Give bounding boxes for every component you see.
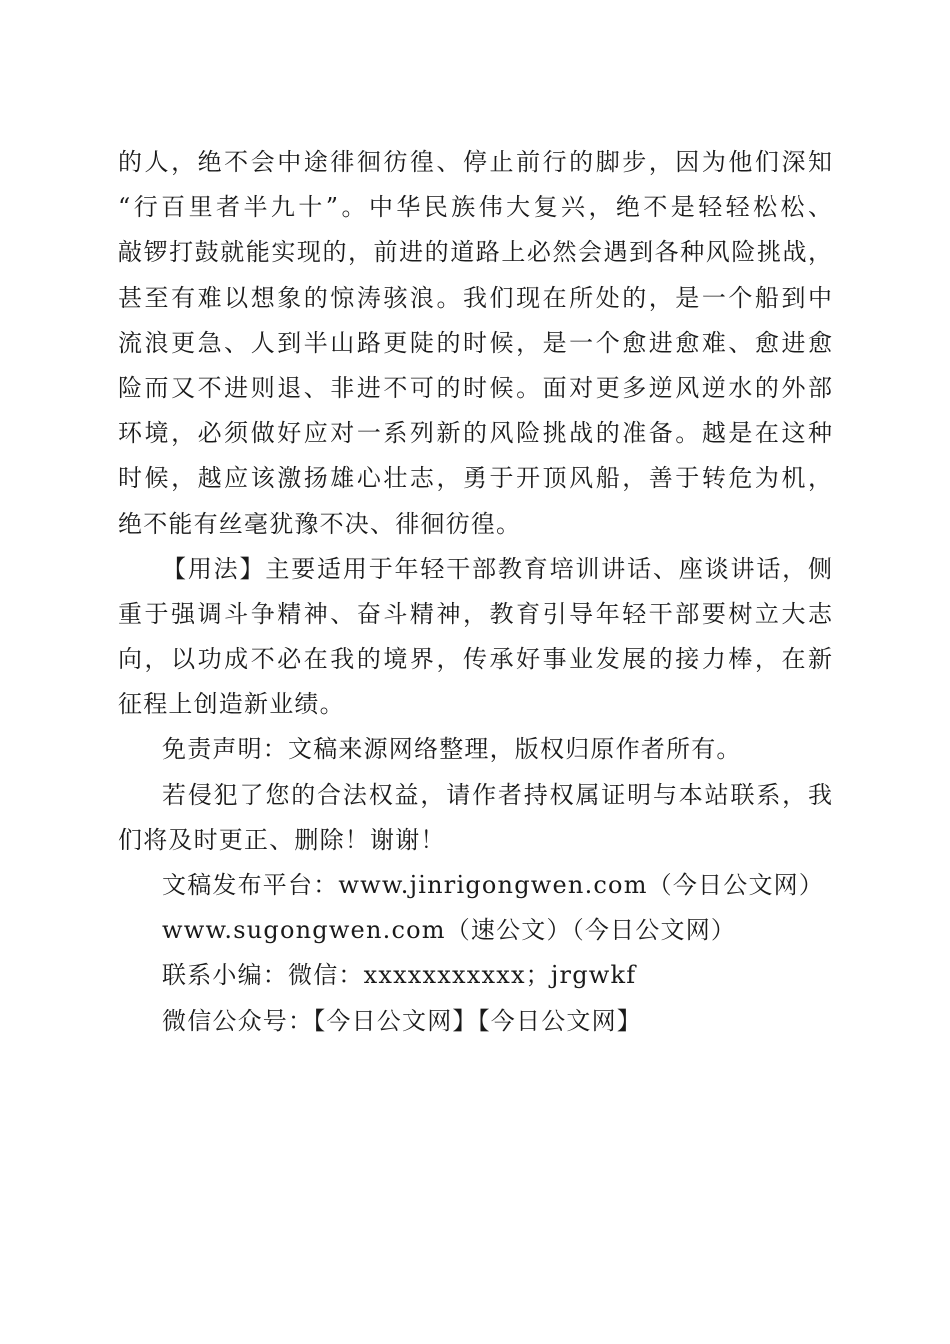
- body-line: 绝不能有丝毫犹豫不决、徘徊彷徨。: [118, 509, 522, 538]
- disclaimer-line: 免责声明：文稿来源网络整理，版权归原作者所有。: [162, 735, 742, 764]
- body-line: 险而又不进则退、非进不可的时候。面对更多逆风逆水的外部: [118, 373, 832, 402]
- infringement-line: 若侵犯了您的合法权益，请作者持权属证明与本站联系，我: [162, 780, 832, 809]
- infringement-line: 们将及时更正、删除！谢谢！: [118, 825, 446, 854]
- contact-line: 联系小编：微信：xxxxxxxxxxx；jrgwkf: [162, 961, 637, 990]
- website-line: www.sugongwen.com（速公文）（今日公文网）: [162, 916, 737, 945]
- body-line: 环境，必须做好应对一系列新的风险挑战的准备。越是在这种: [118, 419, 832, 448]
- platform-line: 文稿发布平台：www.jinrigongwen.com（今日公文网）: [162, 871, 825, 899]
- wechat-account-line: 微信公众号：【今日公文网】【今日公文网】: [162, 1006, 642, 1035]
- usage-line: 【用法】主要适用于年轻干部教育培训讲话、座谈讲话，侧: [162, 554, 832, 583]
- usage-line: 向，以功成不必在我的境界，传承好事业发展的接力棒，在新: [118, 645, 832, 674]
- body-line: 敲锣打鼓就能实现的，前进的道路上必然会遇到各种风险挑战，: [118, 238, 832, 267]
- body-line: 流浪更急、人到半山路更陡的时候，是一个愈进愈难、愈进愈: [118, 328, 832, 357]
- body-line: “行百里者半九十”。中华民族伟大复兴，绝不是轻轻松松、: [118, 193, 832, 222]
- body-line: 的人，绝不会中途徘徊彷徨、停止前行的脚步，因为他们深知: [118, 148, 832, 176]
- body-line: 甚至有难以想象的惊涛骇浪。我们现在所处的，是一个船到中: [118, 283, 832, 312]
- usage-line: 重于强调斗争精神、奋斗精神，教育引导年轻干部要树立大志: [118, 599, 832, 628]
- body-line: 时候，越应该激扬雄心壮志，勇于开顶风船，善于转危为机，: [118, 464, 832, 493]
- usage-line: 征程上创造新业绩。: [118, 690, 345, 719]
- document-body: [0, 140, 950, 1044]
